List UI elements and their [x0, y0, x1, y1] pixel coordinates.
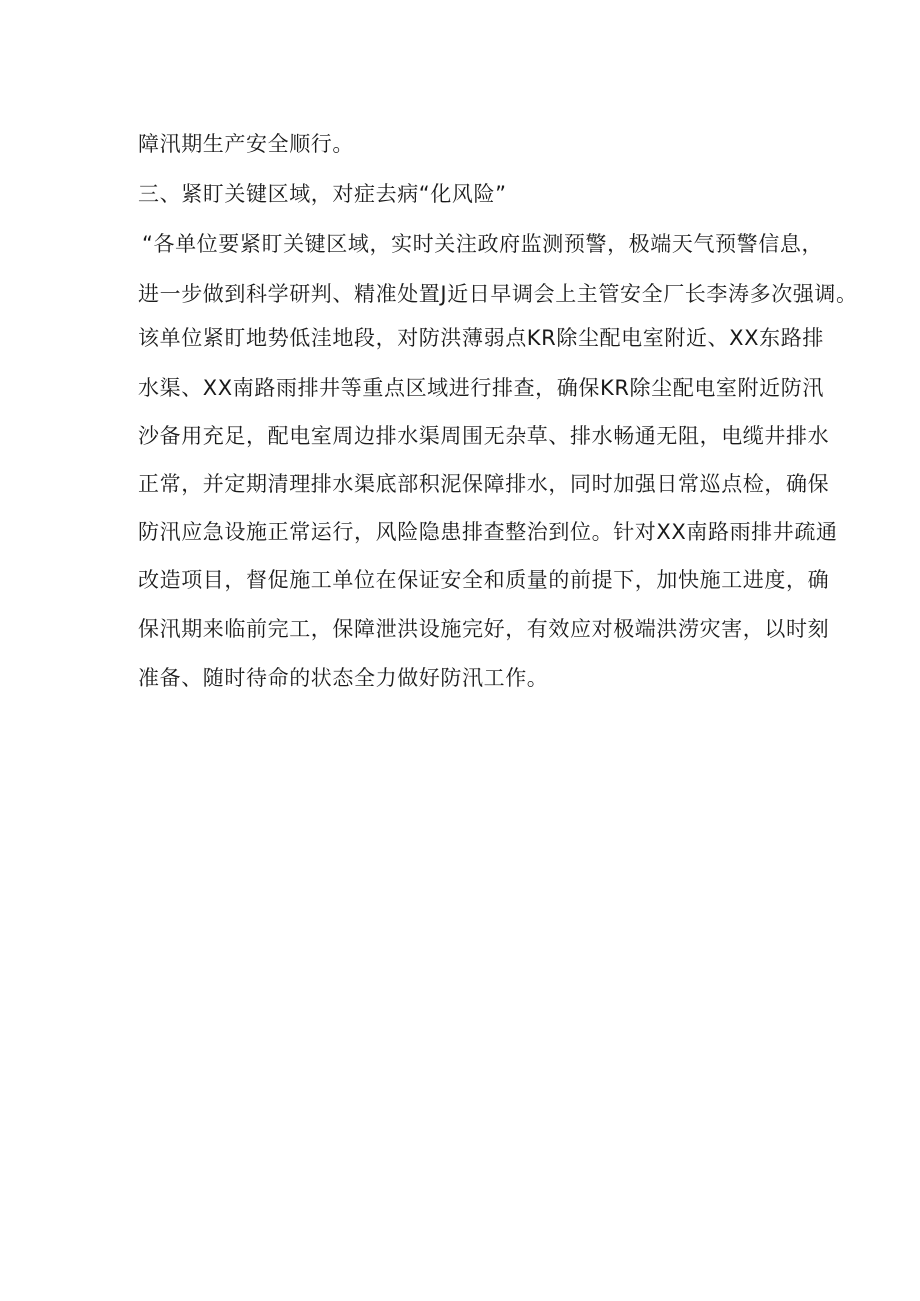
paragraph-line-5: 该单位紧盯地势低洼地段，对防洪薄弱点KR除尘配电室附近、XX东路排	[138, 326, 824, 350]
paragraph-line-12: 准备、随时待命的状态全力做好防汛工作。	[138, 666, 549, 690]
paragraph-line-1: 障汛期生产安全顺行。	[138, 132, 354, 156]
paragraph-line-7: 沙备用充足，配电室周边排水渠周围无杂草、排水畅通无阻，电缆井排水	[138, 424, 830, 448]
paragraph-line-8: 正常，并定期清理排水渠底部积泥保障排水，同时加强日常巡点检，确保	[138, 472, 830, 496]
paragraph-line-6: 水渠、XX南路雨排井等重点区域进行排查，确保KR除尘配电室附近防汛	[138, 376, 824, 400]
paragraph-line-4: 进一步做到科学研判、精准处置J近日早调会上主管安全厂长李涛多次强调。	[138, 282, 858, 306]
section-heading: 三、紧盯关键区域，对症去病“化风险”	[138, 182, 507, 206]
paragraph-line-3: “各单位要紧盯关键区域，实时关注政府监测预警，极端天气预警信息，	[142, 232, 824, 256]
paragraph-line-10: 改造项目，督促施工单位在保证安全和质量的前提下，加快施工进度，确	[138, 568, 830, 592]
paragraph-line-11: 保汛期来临前完工，保障泄洪设施完好，有效应对极端洪涝灾害，以时刻	[138, 617, 830, 641]
paragraph-line-9: 防汛应急设施正常运行，风险隐患排查整治到位。针对XX南路雨排井疏通	[138, 520, 838, 544]
